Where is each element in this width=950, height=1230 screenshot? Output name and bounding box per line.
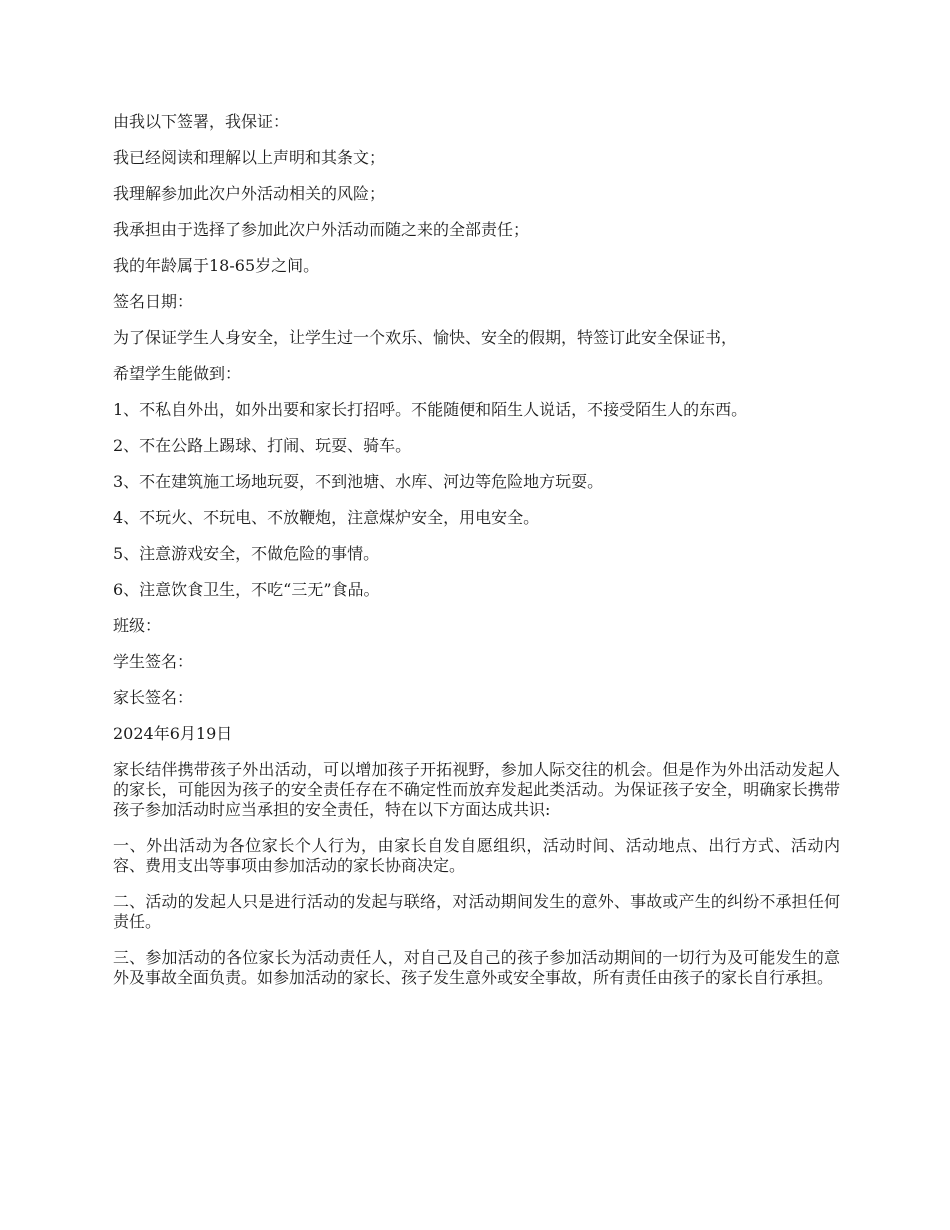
pledge-item-read: 我已经阅读和理解以上声明和其条文； (113, 148, 386, 167)
pledge-intro: 由我以下签署，我保证： (113, 112, 290, 131)
parent-signature-label: 家长签名： (113, 688, 194, 707)
agreement-intro: 家长结伴携带孩子外出活动，可以增加孩子开拓视野，参加人际交往的机会。但是作为外出活动发起人的家长，可能因为孩子的安全责任存在不确定性而放弃发起此类活动。为保证孩子安全，明确家长携带孩子参加活动时应当承担的安全责任，特在以下方面达成共识: (113, 760, 840, 819)
agreement-clause-2: 二、活动的发起人只是进行活动的发起与联络，对活动期间发生的意外、事故或产生的纠纷不承担任何责任。 (113, 892, 840, 931)
pledge-item-risk: 我理解参加此次户外活动相关的风险； (113, 184, 386, 203)
safety-intro: 为了保证学生人身安全，让学生过一个欢乐、愉快、安全的假期，特签订此安全保证书， (113, 328, 738, 347)
safety-rule-6: 6、注意饮食卫生，不吃“三无”食品。 (113, 580, 380, 599)
document-page (113, 112, 840, 1004)
document-date: 2024年6月19日 (113, 724, 233, 743)
pledge-item-responsibility: 我承担由于选择了参加此次户外活动而随之来的全部责任； (113, 220, 530, 239)
pledge-item-age: 我的年龄属于18-65岁之间。 (113, 256, 320, 275)
class-label: 班级： (113, 616, 162, 635)
agreement-clause-1: 一、外出活动为各位家长个人行为，由家长自发自愿组织，活动时间、活动地点、出行方式、活动内容、费用支出等事项由参加活动的家长协商决定。 (113, 836, 840, 875)
safety-rule-1: 1、不私自外出，如外出要和家长打招呼。不能随便和陌生人说话，不接受陌生人的东西。 (113, 400, 748, 419)
safety-rule-4: 4、不玩火、不玩电、不放鞭炮，注意煤炉安全，用电安全。 (113, 508, 540, 527)
student-signature-label: 学生签名： (113, 652, 194, 671)
signature-date-label: 签名日期： (113, 292, 194, 311)
safety-rule-2: 2、不在公路上踢球、打闹、玩耍、骑车。 (113, 436, 412, 455)
safety-rule-3: 3、不在建筑施工场地玩耍，不到池塘、水库、河边等危险地方玩耍。 (113, 472, 604, 491)
agreement-clause-3: 三、参加活动的各位家长为活动责任人，对自己及自己的孩子参加活动期间的一切行为及可能发生的意外及事故全面负责。如参加活动的家长、孩子发生意外或安全事故，所有责任由孩子的家长自行承担。 (113, 948, 840, 987)
safety-intro-continued: 希望学生能做到： (113, 364, 242, 383)
safety-rule-5: 5、注意游戏安全，不做危险的事情。 (113, 544, 380, 563)
